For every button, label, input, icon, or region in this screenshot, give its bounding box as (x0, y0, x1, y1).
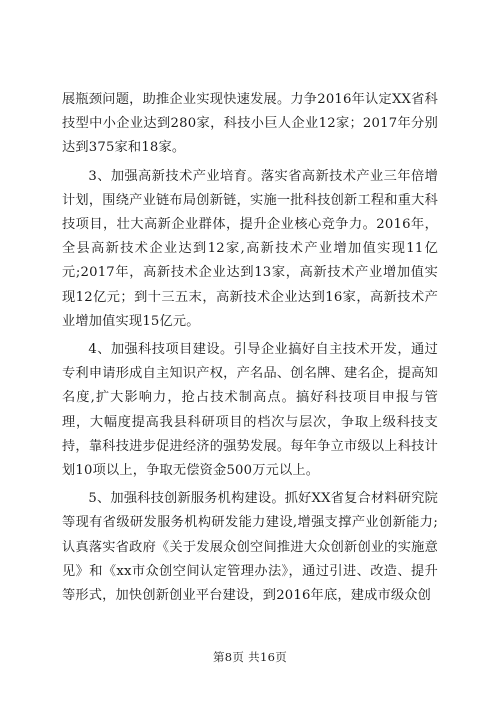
paragraph-continuation: 展瓶颈问题，助推企业实现快速发展。力争2016年认定XX省科技型中小企业达到280家，科技小巨人企业12家；2017年分别达到375家和18家。 (62, 92, 438, 156)
paragraph-innovation-services: 5、加强科技创新服务机构建设。抓好XX省复合材料研究院等现有省级研发服务机构研发能力建设,增强支撑产业创新能力;认真落实省政府《关于发展众创空间推进大众创新创业的实施意见》和《xx市众创空间认定管理办法》，通过引进、改造、提升等形式，加快创新创业平台建设，到2016年底，建成市级众创 (62, 491, 438, 604)
paragraph-high-tech-industry: 3、加强高新技术产业培育。落实省高新技术产业三年倍增计划，围绕产业链布局创新链，实施一批科技创新工程和重大科技项目，壮大高新企业群体，提升企业核心竞争力。2016年，全县高新技术企业达到12家,高新技术产业增加值实现11亿元;2017年，高新技术企业达到13家，高新技术产业增加值实现12亿元；到十三五末，高新技术企业达到16家，高新技术产业增加值实现15亿元。 (62, 168, 438, 329)
paragraph-tech-projects: 4、加强科技项目建设。引导企业搞好自主技术开发，通过专利申请形成自主知识产权，产名品、创名牌、建名企，提高知名度,扩大影响力，抢占技术制高点。搞好科技项目申报与管理，大幅度提高我县科研项目的档次与层次，争取上级科技支持，靠科技进步促进经济的强势发展。每年争立市级以上科技计划10项以上，争取无偿资金500万元以上。 (62, 342, 438, 479)
document-body (62, 88, 438, 612)
page-footer: 第8页 共16页 (212, 650, 287, 664)
